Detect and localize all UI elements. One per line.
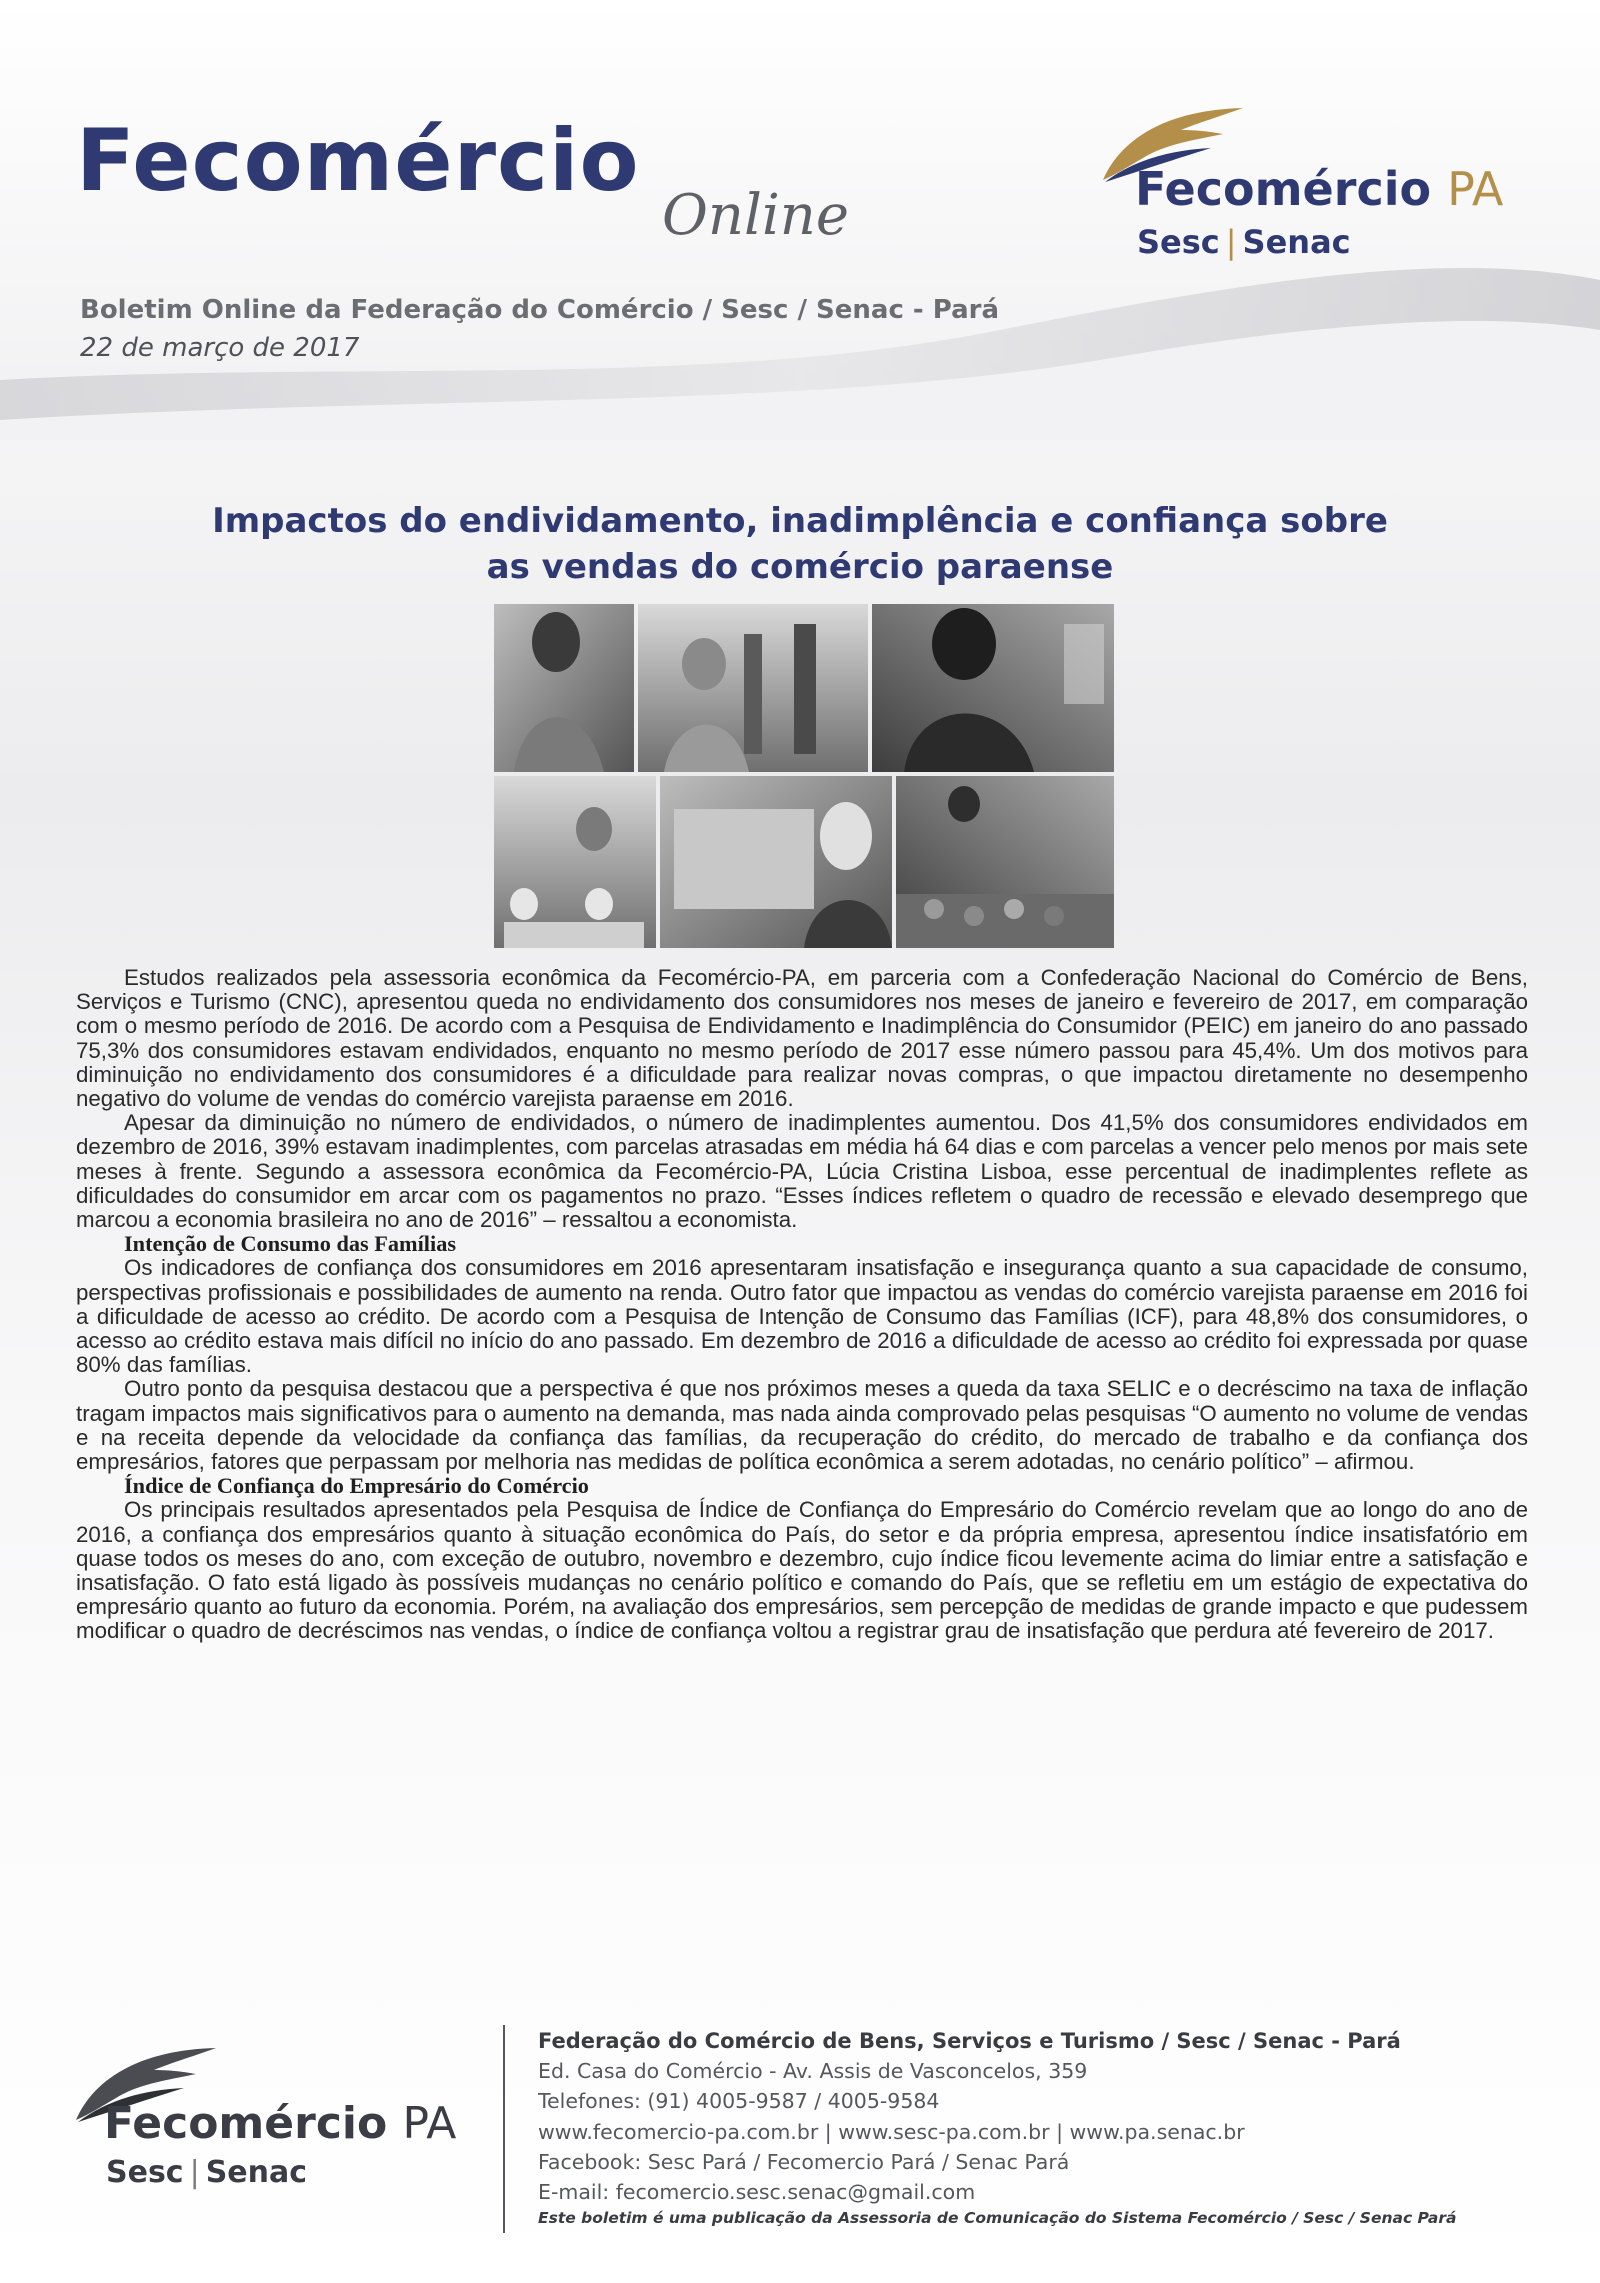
masthead-subtitle: Boletim Online da Federação do Comércio / Sesc / Senac - Pará [80, 295, 1000, 325]
footer-phones: Telefones: (91) 4005-9587 / 4005-9584 [538, 2089, 940, 2114]
article-paragraph: Apesar da diminuição no número de endividados, o número de inadimplentes aumentou. Dos 41,5% dos consumidores endividados em dezembro de 2016, 39% estavam inadimplentes, com parcelas atrasadas em média há 64 dias e com parcelas a vencer pelo menos por mais sete meses à frente. Segundo a assessora econômica da Fecomércio-PA, Lúcia Cristina Lisboa, esse percentual de inadimplentes reflete as dificuldades do consumidor em arcar com os pagamentos no prazo. “Esses índices refletem o quadro de recessão e elevado desemprego que marcou a economia brasileira no ano de 2016” – ressaltou a economista. [76, 1110, 1528, 1233]
article-paragraph: Os principais resultados apresentados pela Pesquisa de Índice de Confiança do Empresário do Comércio revelam que ao longo do ano de 2016, a confiança dos empresários quanto à situação econômica do País, do setor e da própria empresa, apresentou índice insatisfatório em quase todos os meses do ano, com exceção de outubro, novembro e dezembro, cujo índice ficou levemente acima do limiar entre a satisfação e insatisfação. O fato está ligado às possíveis mudanças no cenário político e comando do País, que se refletiu em um estágio de expectativa do empresário quanto ao futuro da economia. Porém, na avaliação dos empresários, sem percepção de medidas de grande impacto e que pudessem modificar o quadro de decréscimos nas vendas, o índice de confiança voltou a registrar grau de insatisfação que perdura até fevereiro de 2017. [76, 1497, 1528, 1644]
logo-wordmark [1135, 162, 1504, 216]
logo-separator: | [189, 2155, 200, 2190]
article-title [150, 498, 1450, 590]
article-paragraph: Outro ponto da pesquisa destacou que a perspectiva é que nos próximos meses a queda da taxa SELIC e o decréscimo na taxa de inflação tragam impactos mais significativos para o aumento na demanda, mas nada ainda comprovado pelas pesquisas “O aumento no volume de vendas e na receita depende da velocidade da confiança das famílias, da recuperação do crédito, do mercado de trabalho e da confiança dos empresários, fatores que perpassam por melhoria nas medidas de política econômica a serem adotadas, no cenário político” – afirmou. [76, 1376, 1528, 1475]
logo-suffix: PA [402, 2098, 457, 2149]
photo-tile-4 [494, 776, 656, 948]
masthead-online-script: Online [662, 183, 850, 248]
footer-fecomercio-pa-logo [68, 2040, 488, 2190]
shopping-photo-collage [494, 604, 1114, 948]
footer-websites: www.fecomercio-pa.com.br | www.sesc-pa.com.br | www.pa.senac.br [538, 2119, 1245, 2144]
footer-logo-wordmark [104, 2098, 457, 2149]
fecomercio-pa-logo [1095, 100, 1545, 270]
logo-suffix: PA [1447, 162, 1504, 216]
masthead-title: Fecomércio [76, 111, 640, 211]
logo-name: Fecomércio [104, 2098, 388, 2149]
photo-tile-5 [660, 776, 892, 948]
logo-sub-left: Sesc [106, 2155, 184, 2190]
article-title-line: Impactos do endividamento, inadimplência e confiança sobre [212, 501, 1388, 541]
photo-tile-2 [638, 604, 868, 772]
footer-divider [503, 2025, 505, 2233]
logo-name: Fecomércio [1135, 162, 1432, 216]
section-heading-icf: Intenção de Consumo das Famílias [124, 1231, 457, 1257]
footer-logo-subline [106, 2155, 308, 2190]
article-paragraph: Estudos realizados pela assessoria econômica da Fecomércio-PA, em parceria com a Confederação Nacional do Comércio de Bens, Serviços e Turismo (CNC), apresentou queda no endividamento dos consumidores nos meses de janeiro e fevereiro de 2017, em comparação com o mesmo período de 2016. De acordo com a Pesquisa de Endividamento e Inadimplência do Consumidor (PEIC) em janeiro do ano passado 75,3% dos consumidores estavam endividados, enquanto no mesmo período de 2017 esse número passou para 45,4%. Um dos motivos para diminuição no endividamento dos consumidores é a dificuldade para realizar novas compras, o que impactou diretamente no desempenho negativo do volume de vendas do comércio varejista paraense em 2016. [76, 965, 1528, 1112]
logo-sub-left: Sesc [1137, 223, 1220, 261]
article-body [76, 966, 1528, 1644]
logo-sub-right: Senac [205, 2155, 308, 2190]
article-paragraph: Os indicadores de confiança dos consumidores em 2016 apresentaram insatisfação e insegurança quanto a sua capacidade de consumo, perspectivas profissionais e possibilidades de aumento na renda. Outro fator que impactou as vendas do comércio varejista paraense em 2016 foi a dificuldade de acesso ao crédito. De acordo com a Pesquisa de Intenção de Consumo das Famílias (ICF), para 48,8% dos consumidores, o acesso ao crédito estava mais difícil no início do ano passado. Em dezembro de 2016 a dificuldade de acesso ao crédito foi expressada por quase 80% das famílias. [76, 1255, 1528, 1378]
photo-tile-3 [872, 604, 1114, 772]
footer-address: Ed. Casa do Comércio - Av. Assis de Vasconcelos, 359 [538, 2059, 1088, 2084]
photo-tile-6 [896, 776, 1114, 948]
footer-organization-title: Federação do Comércio de Bens, Serviços e Turismo / Sesc / Senac - Pará [538, 2029, 1401, 2053]
article-title-line: as vendas do comércio paraense [486, 547, 1114, 587]
footer-facebook: Facebook: Sesc Pará / Fecomercio Pará / Senac Pará [538, 2149, 1070, 2174]
footer-email: E-mail: fecomercio.sesc.senac@gmail.com [538, 2180, 976, 2205]
photo-tile-1 [494, 604, 634, 772]
bulletin-date: 22 de março de 2017 [80, 333, 360, 363]
logo-subline [1137, 223, 1351, 261]
logo-sub-right: Senac [1242, 223, 1351, 261]
footer-contact-block [538, 2026, 1548, 2229]
section-heading-icec: Índice de Confiança do Empresário do Comércio [124, 1473, 589, 1499]
logo-separator: | [1225, 223, 1237, 261]
footer-publication-note: Este boletim é uma publicação da Assessoria de Comunicação do Sistema Fecomércio / Sesc / Senac Pará [538, 2209, 1457, 2228]
